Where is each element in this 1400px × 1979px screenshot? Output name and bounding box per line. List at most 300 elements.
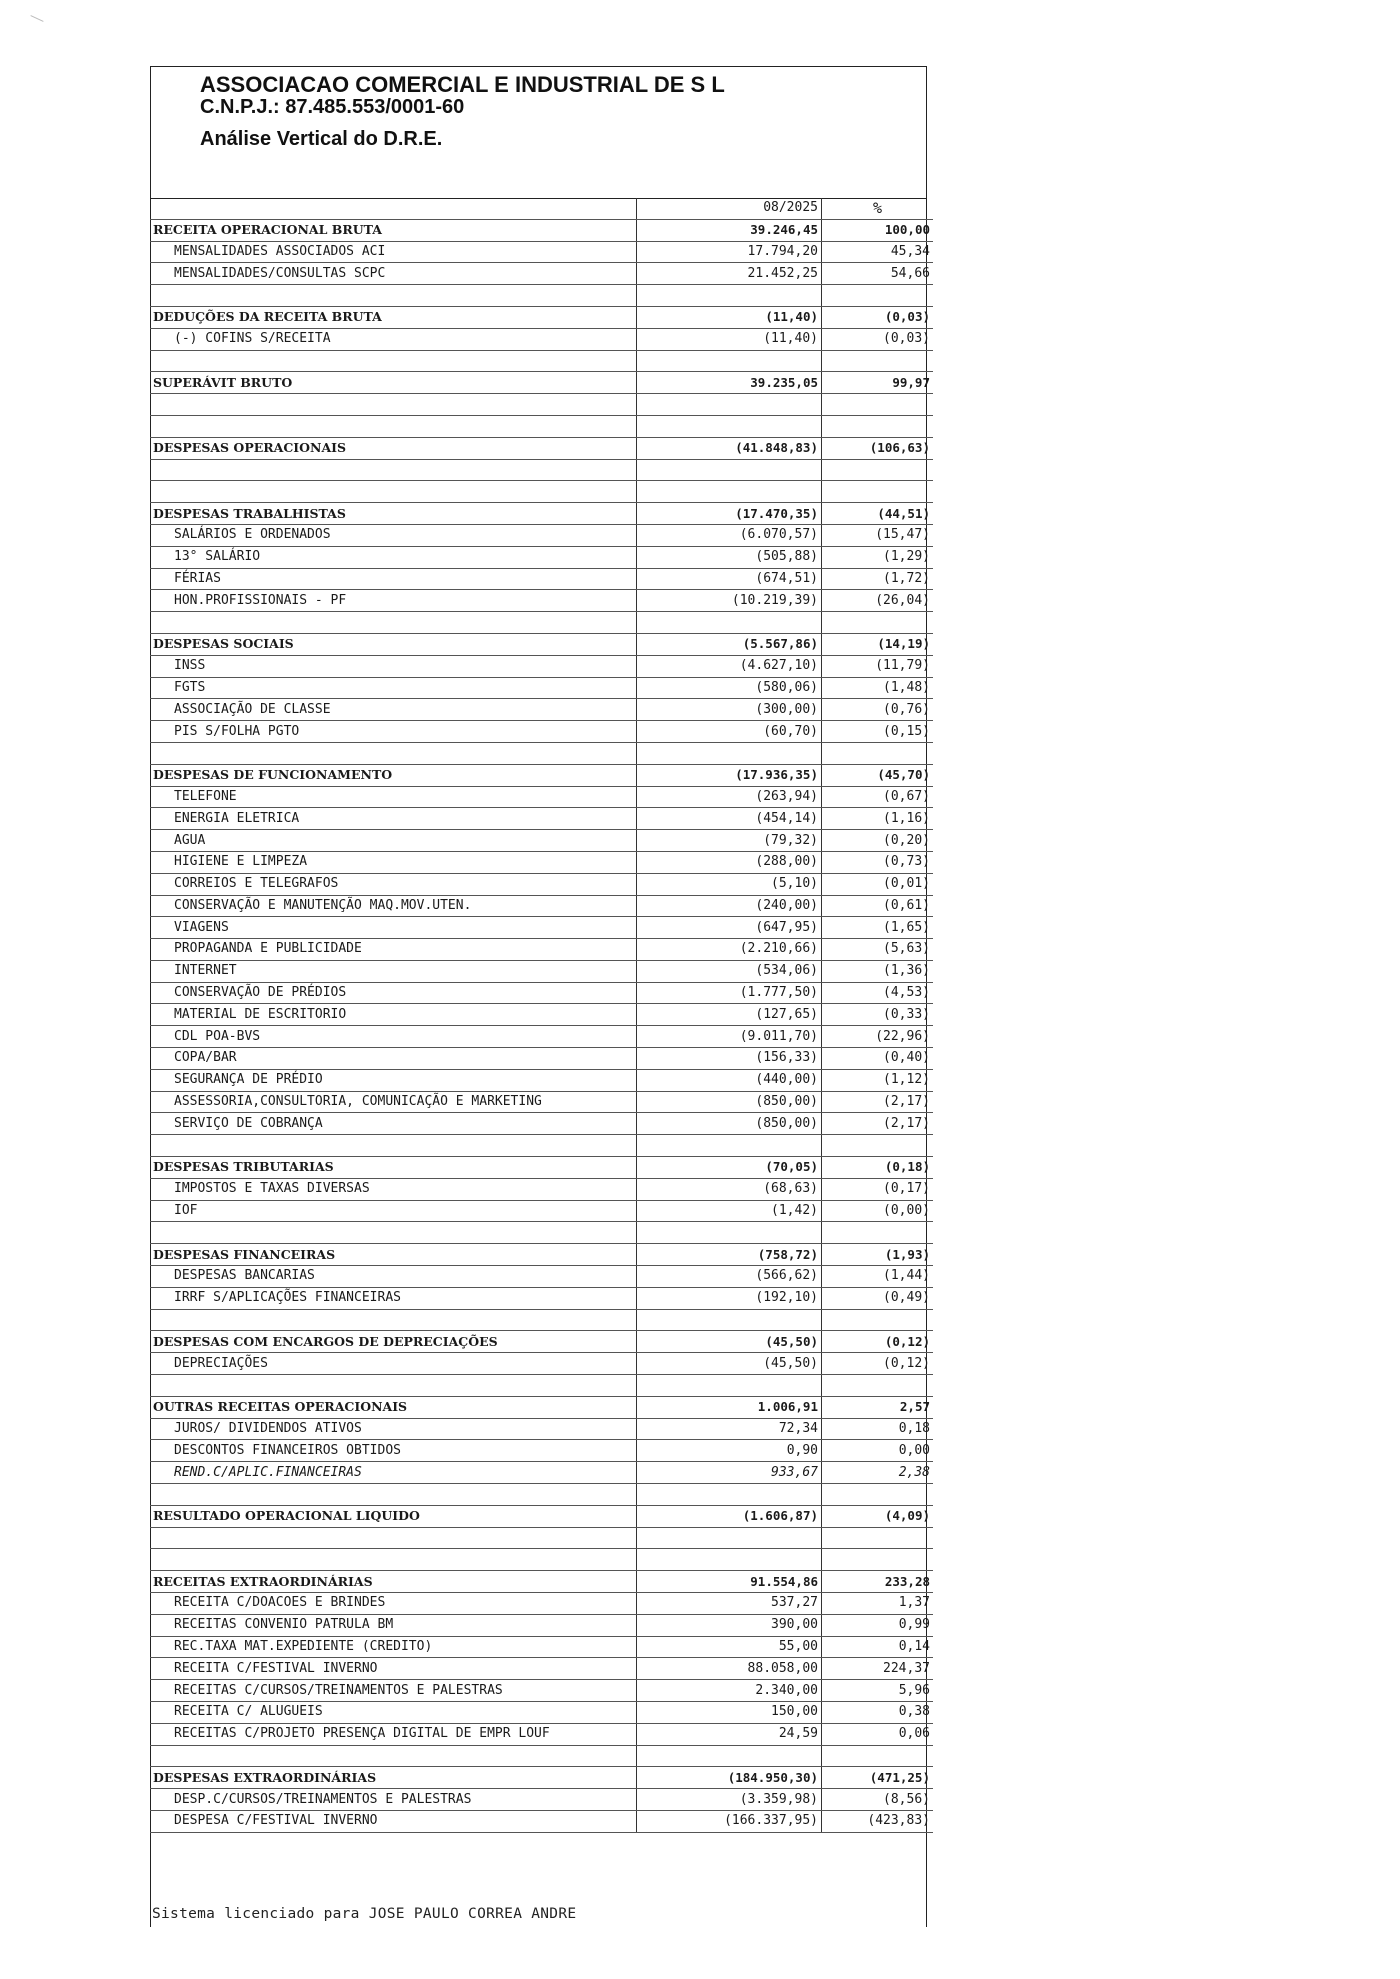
account-value: 0,90 bbox=[637, 1440, 822, 1462]
line-item-row bbox=[150, 1440, 933, 1462]
account-value: 24,59 bbox=[637, 1723, 822, 1745]
account-value: 2.340,00 bbox=[637, 1680, 822, 1702]
account-percent: 1,37 bbox=[822, 1593, 934, 1615]
blank-cell bbox=[150, 1527, 637, 1549]
line-item-row bbox=[150, 1810, 933, 1832]
account-description: RECEITA OPERACIONAL BRUTA bbox=[150, 219, 637, 241]
account-value: (288,00) bbox=[637, 851, 822, 873]
line-item-row bbox=[150, 677, 933, 699]
account-value: (156,33) bbox=[637, 1048, 822, 1070]
account-description: RECEITA C/FESTIVAL INVERNO bbox=[150, 1658, 637, 1680]
account-description: IMPOSTOS E TAXAS DIVERSAS bbox=[150, 1178, 637, 1200]
blank-cell bbox=[822, 415, 934, 437]
blank-cell bbox=[637, 742, 822, 764]
line-item-row bbox=[150, 1658, 933, 1680]
blank-cell bbox=[150, 1484, 637, 1506]
blank-cell bbox=[822, 459, 934, 481]
account-value: (127,65) bbox=[637, 1004, 822, 1026]
account-value: (580,06) bbox=[637, 677, 822, 699]
blank-cell bbox=[822, 1135, 934, 1157]
account-percent: (1,48) bbox=[822, 677, 934, 699]
line-item-row bbox=[150, 590, 933, 612]
account-description: TELEFONE bbox=[150, 786, 637, 808]
line-item-row bbox=[150, 1004, 933, 1026]
account-percent: (14,19) bbox=[822, 633, 934, 655]
section-total-row bbox=[150, 1157, 933, 1179]
account-percent: 2,57 bbox=[822, 1396, 934, 1418]
blank-cell bbox=[822, 1309, 934, 1331]
line-item-row bbox=[150, 895, 933, 917]
account-description: IRRF S/APLICAÇÕES FINANCEIRAS bbox=[150, 1287, 637, 1309]
account-percent: (15,47) bbox=[822, 524, 934, 546]
account-percent: (0,17) bbox=[822, 1178, 934, 1200]
company-cnpj: C.N.P.J.: 87.485.553/0001-60 bbox=[200, 96, 465, 118]
line-item-row bbox=[150, 328, 933, 350]
account-value: (1.606,87) bbox=[637, 1505, 822, 1527]
account-description: SEGURANÇA DE PRÉDIO bbox=[150, 1069, 637, 1091]
account-value: 150,00 bbox=[637, 1701, 822, 1723]
blank-cell bbox=[637, 394, 822, 416]
account-value: 88.058,00 bbox=[637, 1658, 822, 1680]
account-description: DESPESAS SOCIAIS bbox=[150, 633, 637, 655]
line-item-row bbox=[150, 1113, 933, 1135]
account-percent: (22,96) bbox=[822, 1026, 934, 1048]
account-description: CDL POA-BVS bbox=[150, 1026, 637, 1048]
account-percent: (0,33) bbox=[822, 1004, 934, 1026]
account-percent: 0,06 bbox=[822, 1723, 934, 1745]
account-percent: 0,99 bbox=[822, 1614, 934, 1636]
account-percent: 0,38 bbox=[822, 1701, 934, 1723]
account-percent: (1,29) bbox=[822, 546, 934, 568]
account-value: (70,05) bbox=[637, 1157, 822, 1179]
account-value: (3.359,98) bbox=[637, 1789, 822, 1811]
company-name: ASSOCIACAO COMERCIAL E INDUSTRIAL DE S L bbox=[200, 72, 725, 97]
account-value: (1.777,50) bbox=[637, 982, 822, 1004]
account-value: 72,34 bbox=[637, 1418, 822, 1440]
line-item-row bbox=[150, 1462, 933, 1484]
account-value: 1.006,91 bbox=[637, 1396, 822, 1418]
line-item-row bbox=[150, 699, 933, 721]
blank-cell bbox=[822, 1222, 934, 1244]
blank-cell bbox=[637, 1309, 822, 1331]
line-item-row bbox=[150, 917, 933, 939]
account-description: FGTS bbox=[150, 677, 637, 699]
blank-cell bbox=[150, 481, 637, 503]
section-total-row bbox=[150, 1331, 933, 1353]
account-percent: (0,12) bbox=[822, 1331, 934, 1353]
account-percent: (1,65) bbox=[822, 917, 934, 939]
account-description: RECEITAS CONVENIO PATRULA BM bbox=[150, 1614, 637, 1636]
blank-row bbox=[150, 394, 933, 416]
account-percent: (0,03) bbox=[822, 306, 934, 328]
blank-cell bbox=[150, 1222, 637, 1244]
blank-cell bbox=[637, 350, 822, 372]
line-item-row bbox=[150, 1418, 933, 1440]
blank-cell bbox=[822, 394, 934, 416]
blank-cell bbox=[637, 1527, 822, 1549]
account-value: 39.235,05 bbox=[637, 372, 822, 394]
account-description: PIS S/FOLHA PGTO bbox=[150, 721, 637, 743]
account-value: (454,14) bbox=[637, 808, 822, 830]
account-value: (647,95) bbox=[637, 917, 822, 939]
blank-row bbox=[150, 350, 933, 372]
blank-cell bbox=[637, 1375, 822, 1397]
account-value: 91.554,86 bbox=[637, 1571, 822, 1593]
account-value: (5.567,86) bbox=[637, 633, 822, 655]
account-value: (11,40) bbox=[637, 306, 822, 328]
account-percent: 54,66 bbox=[822, 263, 934, 285]
account-description: CORREIOS E TELEGRAFOS bbox=[150, 873, 637, 895]
account-description: DESPESAS TRIBUTARIAS bbox=[150, 1157, 637, 1179]
blank-row bbox=[150, 742, 933, 764]
account-value: (11,40) bbox=[637, 328, 822, 350]
account-percent: (8,56) bbox=[822, 1789, 934, 1811]
line-item-row bbox=[150, 263, 933, 285]
account-percent: (0,40) bbox=[822, 1048, 934, 1070]
account-percent: (0,00) bbox=[822, 1200, 934, 1222]
account-description: SERVIÇO DE COBRANÇA bbox=[150, 1113, 637, 1135]
account-value: 933,67 bbox=[637, 1462, 822, 1484]
account-value: (674,51) bbox=[637, 568, 822, 590]
account-description: RECEITAS EXTRAORDINÁRIAS bbox=[150, 1571, 637, 1593]
section-total-row bbox=[150, 372, 933, 394]
account-value: (2.210,66) bbox=[637, 939, 822, 961]
blank-cell bbox=[150, 1745, 637, 1767]
account-percent: (1,16) bbox=[822, 808, 934, 830]
account-value: (6.070,57) bbox=[637, 524, 822, 546]
account-percent: (1,12) bbox=[822, 1069, 934, 1091]
blank-cell bbox=[150, 350, 637, 372]
account-description: DEPRECIAÇÕES bbox=[150, 1353, 637, 1375]
blank-row bbox=[150, 1484, 933, 1506]
account-value: (300,00) bbox=[637, 699, 822, 721]
account-value: (758,72) bbox=[637, 1244, 822, 1266]
blank-cell bbox=[150, 1549, 637, 1571]
account-description: CONSERVAÇÃO E MANUTENÇÃO MAQ.MOV.UTEN. bbox=[150, 895, 637, 917]
account-value: (192,10) bbox=[637, 1287, 822, 1309]
line-item-row bbox=[150, 1636, 933, 1658]
dre-table bbox=[150, 198, 933, 1833]
account-percent: (0,76) bbox=[822, 699, 934, 721]
account-description: DESCONTOS FINANCEIROS OBTIDOS bbox=[150, 1440, 637, 1462]
account-percent: (471,25) bbox=[822, 1767, 934, 1789]
line-item-row bbox=[150, 1680, 933, 1702]
account-percent: (423,83) bbox=[822, 1810, 934, 1832]
account-description: IOF bbox=[150, 1200, 637, 1222]
line-item-row bbox=[150, 1178, 933, 1200]
blank-cell bbox=[150, 415, 637, 437]
section-total-row bbox=[150, 219, 933, 241]
blank-cell bbox=[822, 742, 934, 764]
account-value: (60,70) bbox=[637, 721, 822, 743]
blank-row bbox=[150, 1222, 933, 1244]
column-header-period: 08/2025 bbox=[637, 198, 822, 219]
line-item-row bbox=[150, 1026, 933, 1048]
account-percent: (11,79) bbox=[822, 655, 934, 677]
blank-cell bbox=[822, 1549, 934, 1571]
account-value: (240,00) bbox=[637, 895, 822, 917]
account-description: COPA/BAR bbox=[150, 1048, 637, 1070]
blank-cell bbox=[637, 612, 822, 634]
line-item-row bbox=[150, 873, 933, 895]
blank-cell bbox=[150, 459, 637, 481]
account-value: (79,32) bbox=[637, 830, 822, 852]
section-total-row bbox=[150, 1396, 933, 1418]
column-header-percent: % bbox=[822, 198, 934, 219]
account-value: (850,00) bbox=[637, 1091, 822, 1113]
section-total-row bbox=[150, 306, 933, 328]
account-percent: (2,17) bbox=[822, 1113, 934, 1135]
account-description: RECEITAS C/CURSOS/TREINAMENTOS E PALESTRAS bbox=[150, 1680, 637, 1702]
line-item-row bbox=[150, 960, 933, 982]
line-item-row bbox=[150, 655, 933, 677]
account-percent: (4,53) bbox=[822, 982, 934, 1004]
blank-cell bbox=[150, 612, 637, 634]
line-item-row bbox=[150, 830, 933, 852]
account-description: INTERNET bbox=[150, 960, 637, 982]
section-total-row bbox=[150, 764, 933, 786]
account-percent: 100,00 bbox=[822, 219, 934, 241]
account-description: RESULTADO OPERACIONAL LIQUIDO bbox=[150, 1505, 637, 1527]
account-value: (184.950,30) bbox=[637, 1767, 822, 1789]
account-description: (-) COFINS S/RECEITA bbox=[150, 328, 637, 350]
blank-cell bbox=[637, 1549, 822, 1571]
line-item-row bbox=[150, 808, 933, 830]
blank-row bbox=[150, 1309, 933, 1331]
blank-cell bbox=[637, 459, 822, 481]
account-percent: (44,51) bbox=[822, 503, 934, 525]
account-value: 390,00 bbox=[637, 1614, 822, 1636]
account-description: REC.TAXA MAT.EXPEDIENTE (CREDITO) bbox=[150, 1636, 637, 1658]
line-item-row bbox=[150, 721, 933, 743]
blank-cell bbox=[637, 1484, 822, 1506]
account-description: DESPESAS DE FUNCIONAMENTO bbox=[150, 764, 637, 786]
report-header bbox=[150, 66, 927, 199]
account-description: AGUA bbox=[150, 830, 637, 852]
account-description: MATERIAL DE ESCRITORIO bbox=[150, 1004, 637, 1026]
account-value: (17.470,35) bbox=[637, 503, 822, 525]
line-item-row bbox=[150, 1200, 933, 1222]
blank-cell bbox=[822, 612, 934, 634]
account-percent: (1,36) bbox=[822, 960, 934, 982]
account-percent: 2,38 bbox=[822, 1462, 934, 1484]
account-value: 39.246,45 bbox=[637, 219, 822, 241]
line-item-row bbox=[150, 939, 933, 961]
blank-cell bbox=[637, 415, 822, 437]
line-item-row bbox=[150, 1266, 933, 1288]
blank-cell bbox=[822, 1527, 934, 1549]
account-percent: (0,73) bbox=[822, 851, 934, 873]
line-item-row bbox=[150, 1593, 933, 1615]
account-percent: (0,49) bbox=[822, 1287, 934, 1309]
blank-cell bbox=[150, 1135, 637, 1157]
license-footer: Sistema licenciado para JOSE PAULO CORREA ANDRE bbox=[152, 1906, 577, 1922]
account-percent: (4,09) bbox=[822, 1505, 934, 1527]
account-percent: (1,72) bbox=[822, 568, 934, 590]
line-item-row bbox=[150, 1614, 933, 1636]
account-value: (1,42) bbox=[637, 1200, 822, 1222]
line-item-row bbox=[150, 1069, 933, 1091]
blank-row bbox=[150, 612, 933, 634]
account-description: VIAGENS bbox=[150, 917, 637, 939]
blank-row bbox=[150, 1527, 933, 1549]
account-value: (850,00) bbox=[637, 1113, 822, 1135]
account-percent: (1,44) bbox=[822, 1266, 934, 1288]
blank-cell bbox=[150, 394, 637, 416]
section-total-row bbox=[150, 1571, 933, 1593]
blank-cell bbox=[637, 1135, 822, 1157]
blank-cell bbox=[637, 481, 822, 503]
account-description: DESPESAS BANCARIAS bbox=[150, 1266, 637, 1288]
account-percent: (0,18) bbox=[822, 1157, 934, 1179]
account-percent: (0,12) bbox=[822, 1353, 934, 1375]
account-value: 17.794,20 bbox=[637, 241, 822, 263]
account-value: (566,62) bbox=[637, 1266, 822, 1288]
account-description: DESPESAS OPERACIONAIS bbox=[150, 437, 637, 459]
account-percent: (106,63) bbox=[822, 437, 934, 459]
section-total-row bbox=[150, 1767, 933, 1789]
account-value: 21.452,25 bbox=[637, 263, 822, 285]
account-value: (68,63) bbox=[637, 1178, 822, 1200]
account-description: JUROS/ DIVIDENDOS ATIVOS bbox=[150, 1418, 637, 1440]
account-percent: (0,15) bbox=[822, 721, 934, 743]
account-percent: (0,01) bbox=[822, 873, 934, 895]
account-value: (17.936,35) bbox=[637, 764, 822, 786]
account-description: ASSESSORIA,CONSULTORIA, COMUNICAÇÃO E MARKETING bbox=[150, 1091, 637, 1113]
line-item-row bbox=[150, 1048, 933, 1070]
account-percent: (0,20) bbox=[822, 830, 934, 852]
line-item-row bbox=[150, 1701, 933, 1723]
blank-row bbox=[150, 1745, 933, 1767]
account-description: DESPESAS FINANCEIRAS bbox=[150, 1244, 637, 1266]
account-description: MENSALIDADES ASSOCIADOS ACI bbox=[150, 241, 637, 263]
blank-cell bbox=[150, 1309, 637, 1331]
account-value: 55,00 bbox=[637, 1636, 822, 1658]
account-percent: (0,61) bbox=[822, 895, 934, 917]
line-item-row bbox=[150, 568, 933, 590]
account-value: (9.011,70) bbox=[637, 1026, 822, 1048]
blank-cell bbox=[637, 285, 822, 307]
blank-cell bbox=[637, 1745, 822, 1767]
blank-row bbox=[150, 481, 933, 503]
blank-cell bbox=[822, 1375, 934, 1397]
account-description: DESPESAS TRABALHISTAS bbox=[150, 503, 637, 525]
account-percent: 45,34 bbox=[822, 241, 934, 263]
account-percent: (2,17) bbox=[822, 1091, 934, 1113]
blank-cell bbox=[637, 1222, 822, 1244]
account-description: ENERGIA ELETRICA bbox=[150, 808, 637, 830]
line-item-row bbox=[150, 851, 933, 873]
account-percent: (0,67) bbox=[822, 786, 934, 808]
account-description: DESPESA C/FESTIVAL INVERNO bbox=[150, 1810, 637, 1832]
account-percent: 0,00 bbox=[822, 1440, 934, 1462]
account-percent: (45,70) bbox=[822, 764, 934, 786]
account-description: SALÁRIOS E ORDENADOS bbox=[150, 524, 637, 546]
blank-cell bbox=[822, 285, 934, 307]
account-percent: 224,37 bbox=[822, 1658, 934, 1680]
account-description: 13° SALÁRIO bbox=[150, 546, 637, 568]
account-percent: 233,28 bbox=[822, 1571, 934, 1593]
account-value: 537,27 bbox=[637, 1593, 822, 1615]
line-item-row bbox=[150, 241, 933, 263]
blank-row bbox=[150, 415, 933, 437]
line-item-row bbox=[150, 524, 933, 546]
line-item-row bbox=[150, 1789, 933, 1811]
section-total-row bbox=[150, 1244, 933, 1266]
account-percent: 0,14 bbox=[822, 1636, 934, 1658]
report-title: Análise Vertical do D.R.E. bbox=[200, 128, 443, 150]
line-item-row bbox=[150, 1353, 933, 1375]
account-description: OUTRAS RECEITAS OPERACIONAIS bbox=[150, 1396, 637, 1418]
section-total-row bbox=[150, 503, 933, 525]
blank-cell bbox=[150, 285, 637, 307]
account-value: (10.219,39) bbox=[637, 590, 822, 612]
account-value: (263,94) bbox=[637, 786, 822, 808]
blank-row bbox=[150, 459, 933, 481]
account-description: RECEITA C/ ALUGUEIS bbox=[150, 1701, 637, 1723]
account-value: (505,88) bbox=[637, 546, 822, 568]
account-description: DESP.C/CURSOS/TREINAMENTOS E PALESTRAS bbox=[150, 1789, 637, 1811]
account-description: REND.C/APLIC.FINANCEIRAS bbox=[150, 1462, 637, 1484]
account-value: (440,00) bbox=[637, 1069, 822, 1091]
blank-cell bbox=[822, 1745, 934, 1767]
blank-cell bbox=[822, 350, 934, 372]
blank-cell bbox=[150, 742, 637, 764]
account-percent: (26,04) bbox=[822, 590, 934, 612]
account-description: HIGIENE E LIMPEZA bbox=[150, 851, 637, 873]
section-total-row bbox=[150, 633, 933, 655]
account-value: (41.848,83) bbox=[637, 437, 822, 459]
blank-cell bbox=[150, 1375, 637, 1397]
account-percent: (0,03) bbox=[822, 328, 934, 350]
line-item-row bbox=[150, 1723, 933, 1745]
account-description: DESPESAS EXTRAORDINÁRIAS bbox=[150, 1767, 637, 1789]
account-description: SUPERÁVIT BRUTO bbox=[150, 372, 637, 394]
line-item-row bbox=[150, 1091, 933, 1113]
line-item-row bbox=[150, 982, 933, 1004]
account-description: CONSERVAÇÃO DE PRÉDIOS bbox=[150, 982, 637, 1004]
scan-mark bbox=[30, 15, 43, 22]
account-percent: (1,93) bbox=[822, 1244, 934, 1266]
line-item-row bbox=[150, 786, 933, 808]
account-value: (4.627,10) bbox=[637, 655, 822, 677]
account-description: FÉRIAS bbox=[150, 568, 637, 590]
account-percent: 0,18 bbox=[822, 1418, 934, 1440]
account-percent: (5,63) bbox=[822, 939, 934, 961]
account-value: (45,50) bbox=[637, 1353, 822, 1375]
section-total-row bbox=[150, 437, 933, 459]
blank-row bbox=[150, 1549, 933, 1571]
column-header-row bbox=[150, 198, 933, 219]
blank-row bbox=[150, 1135, 933, 1157]
line-item-row bbox=[150, 546, 933, 568]
section-total-row bbox=[150, 1505, 933, 1527]
account-percent: 5,96 bbox=[822, 1680, 934, 1702]
account-value: (45,50) bbox=[637, 1331, 822, 1353]
blank-row bbox=[150, 285, 933, 307]
blank-cell bbox=[822, 481, 934, 503]
account-description: DESPESAS COM ENCARGOS DE DEPRECIAÇÕES bbox=[150, 1331, 637, 1353]
account-description: RECEITAS C/PROJETO PRESENÇA DIGITAL DE EMPR LOUF bbox=[150, 1723, 637, 1745]
line-item-row bbox=[150, 1287, 933, 1309]
account-percent: 99,97 bbox=[822, 372, 934, 394]
account-description: RECEITA C/DOACOES E BRINDES bbox=[150, 1593, 637, 1615]
account-description: ASSOCIAÇÃO DE CLASSE bbox=[150, 699, 637, 721]
account-description: MENSALIDADES/CONSULTAS SCPC bbox=[150, 263, 637, 285]
blank-cell bbox=[822, 1484, 934, 1506]
account-description: INSS bbox=[150, 655, 637, 677]
column-header-desc bbox=[150, 198, 637, 219]
